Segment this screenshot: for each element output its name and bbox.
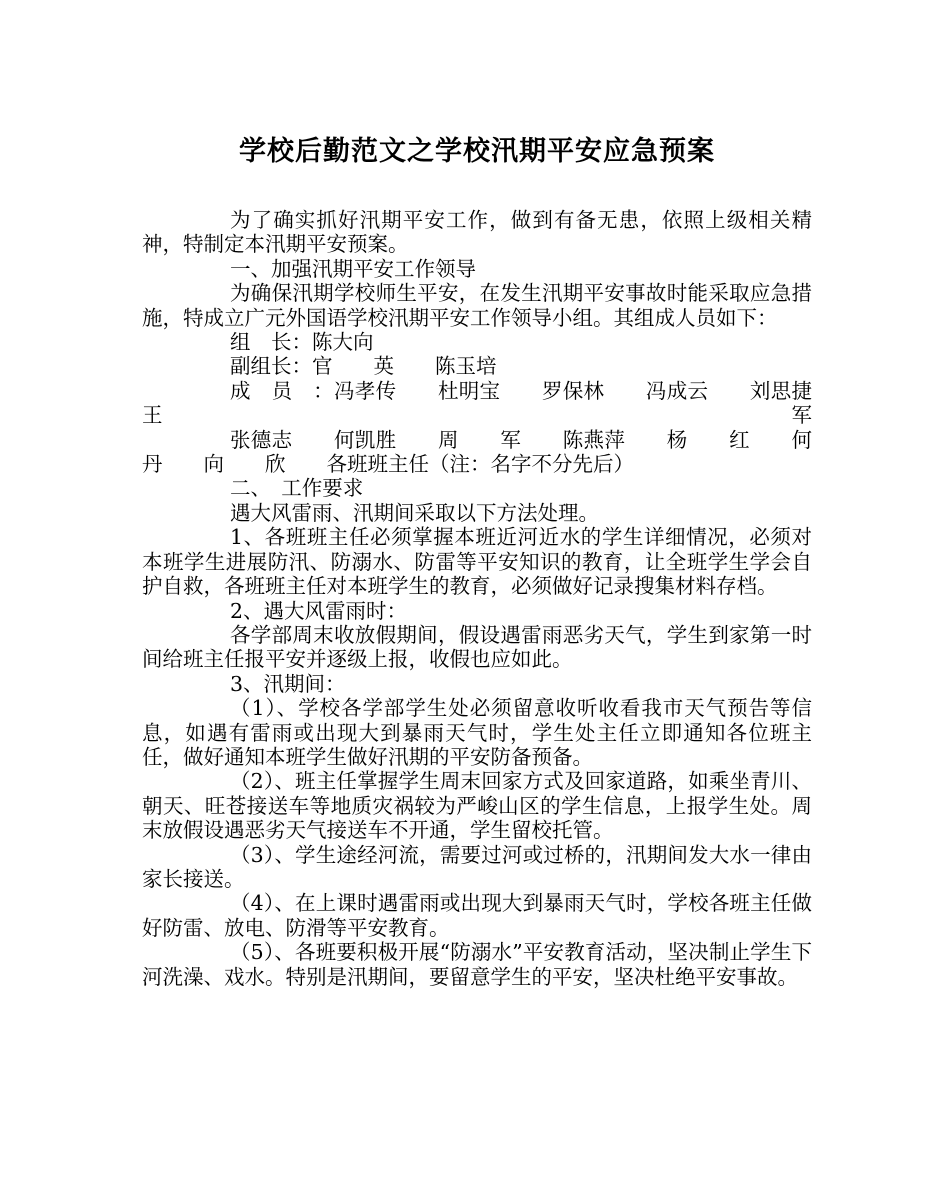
section-heading-requirements: 二、 工作要求	[230, 476, 364, 501]
paragraph-item-3-sub-4: （4）、在上课时遇雷雨或出现大到暴雨天气时，学校各班主任做好防雷、放电、防滑等平安教育。	[142, 891, 812, 940]
paragraph-handling-intro: 遇大风雷雨、汛期间采取以下方法处理。	[230, 500, 599, 525]
paragraph-item-2-body: 各学部周末收放假期间，假设遇雷雨恶劣天气，学生到家第一时间给班主任报平安并逐级上报，收假也应如此。	[142, 622, 812, 672]
members-line: 成 员 ：冯孝传 杜明宝 罗保林 冯成云 刘思捷 王 军	[142, 378, 853, 428]
paragraph-item-3-heading: 3、汛期间：	[230, 671, 346, 696]
group-leader-line: 组 长：陈大向	[230, 330, 374, 355]
paragraph-item-3-sub-2: （2）、班主任掌握学生周末回家方式及回家道路，如乘坐青川、朝天、旺苍接送车等地质灾祸较为严峻山区的学生信息，上报学生处。周末放假设遇恶劣天气接送车不开通，学生留校托管。	[142, 769, 812, 843]
paragraph-intro: 为了确实抓好汛期平安工作，做到有备无患，依照上级相关精神，特制定本汛期平安预案。	[142, 208, 812, 257]
document-page	[142, 0, 853, 1189]
document-body	[142, 208, 853, 989]
deputy-leader-line: 副组长：官 英 陈玉培	[230, 354, 497, 379]
document-title: 学校后勤范文之学校汛期平安应急预案	[239, 136, 715, 167]
paragraph-item-1: 1、各班班主任必须掌握本班近河近水的学生详细情况，必须对本班学生进展防汛、防溺水、防雷等平安知识的教育，让全班学生学会自护自救，各班班主任对本班学生的教育，必须做好记录搜集材料存档。	[142, 525, 812, 599]
paragraph-item-3-sub-3: （3）、学生途经河流，需要过河或过桥的，汛期间发大水一律由家长接送。	[142, 842, 812, 891]
paragraph-item-3-sub-1: （1）、学校各学部学生处必须留意收听收看我市天气预告等信息，如遇有雷雨或出现大到暴雨天气时，学生处主任立即通知各位班主任，做好通知本班学生做好汛期的平安防备预备。	[142, 696, 812, 769]
members-line-continued: 张德志 何凯胜 周 军 陈燕萍 杨 红 何 丹 向 欣 各班班主任（注：名字不分先后）	[142, 427, 853, 477]
paragraph-leadership-group: 为确保汛期学校师生平安，在发生汛期平安事故时能采取应急措施，特成立广元外国语学校汛期平安工作领导小组。其组成人员如下：	[142, 281, 812, 330]
paragraph-item-2-heading: 2、遇大风雷雨时：	[230, 598, 408, 623]
section-heading-leadership: 一、加强汛期平安工作领导	[230, 256, 476, 281]
paragraph-item-3-sub-5: （5）、各班要积极开展“防溺水”平安教育活动，坚决制止学生下河洗澡、戏水。特别是汛期间，要留意学生的平安，坚决杜绝平安事故。	[142, 940, 812, 989]
